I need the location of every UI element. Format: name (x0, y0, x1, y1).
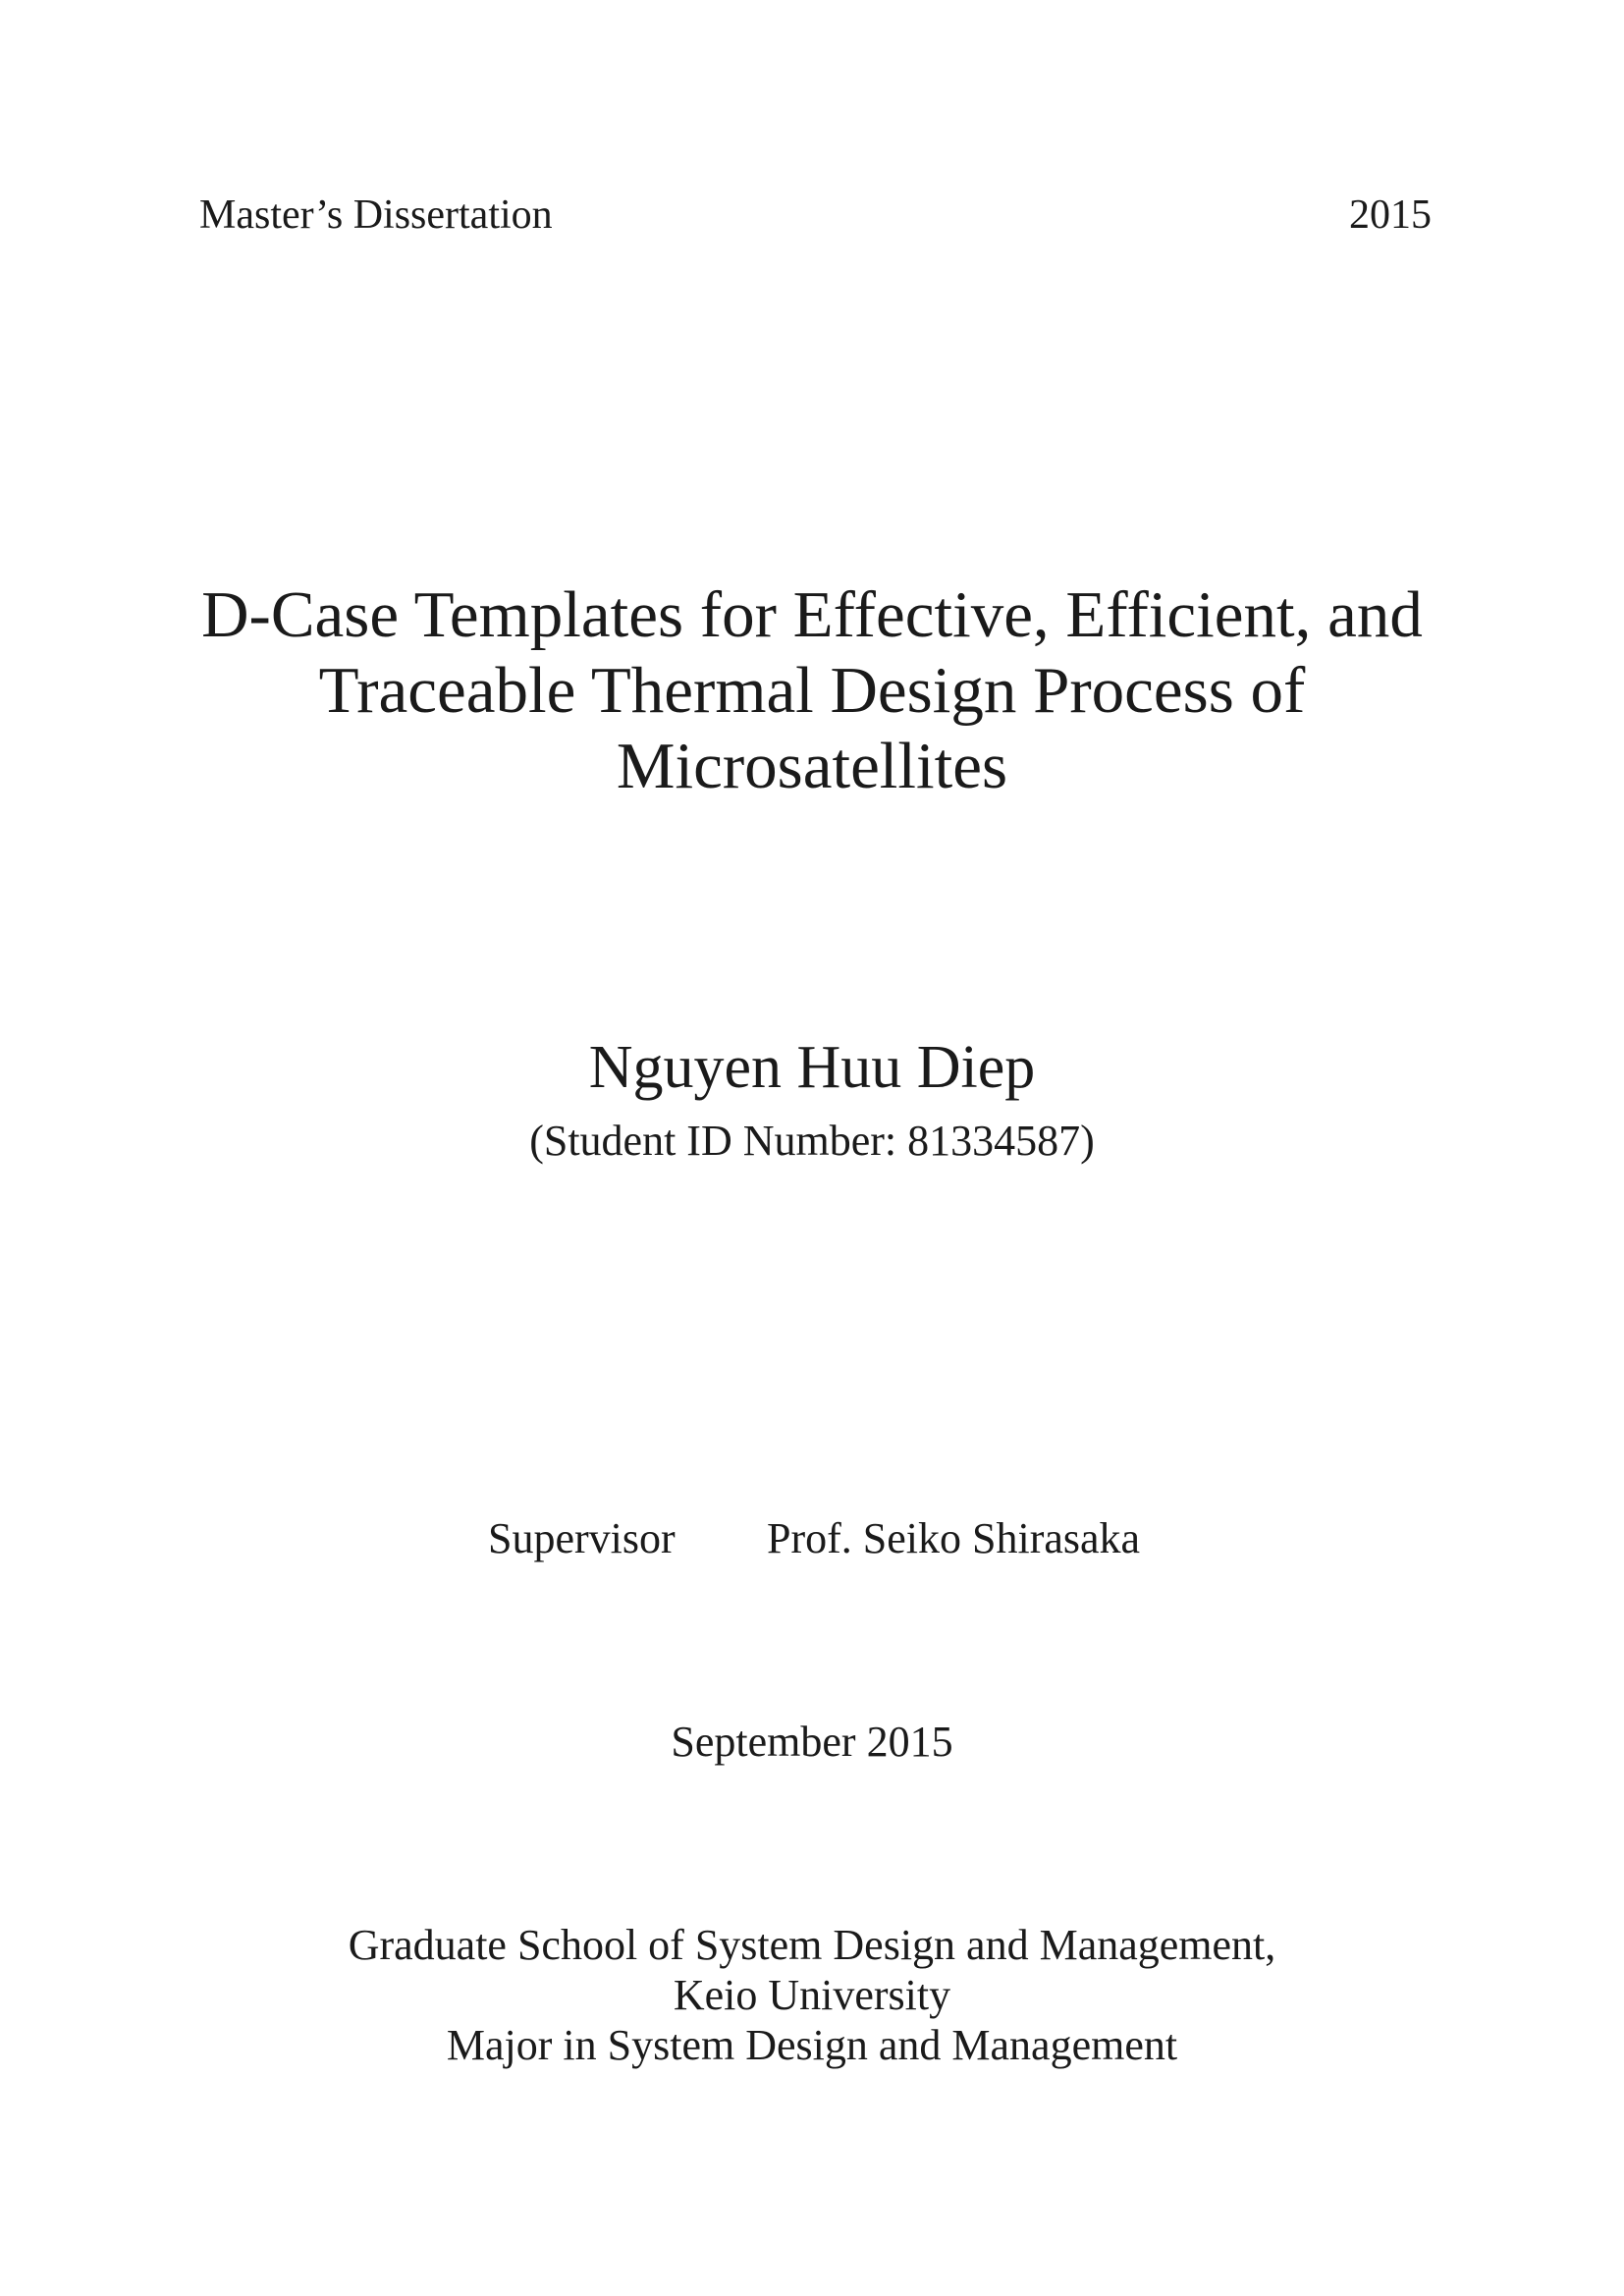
document-type: Master’s Dissertation (199, 192, 553, 238)
author-name: Nguyen Huu Diep (588, 1034, 1036, 1101)
submission-date: September 2015 (671, 1718, 953, 1766)
title-line-1: D-Case Templates for Effective, Efficient, and (201, 578, 1423, 651)
student-id: (Student ID Number: 81334587) (529, 1117, 1095, 1165)
supervisor-label: Supervisor (488, 1514, 676, 1562)
header-year: 2015 (1349, 192, 1432, 238)
title-line-3: Microsatellites (616, 730, 1008, 802)
title-line-2: Traceable Thermal Design Process of (318, 654, 1306, 727)
affiliation-line-2: Keio University (673, 1971, 951, 2019)
affiliation (0, 1920, 1624, 2070)
affiliation-line-3: Major in System Design and Management (446, 2021, 1178, 2069)
supervisor-name: Prof. Seiko Shirasaka (767, 1514, 1141, 1562)
affiliation-line-1: Graduate School of System Design and Management, (348, 1921, 1276, 1969)
dissertation-title (157, 577, 1467, 804)
